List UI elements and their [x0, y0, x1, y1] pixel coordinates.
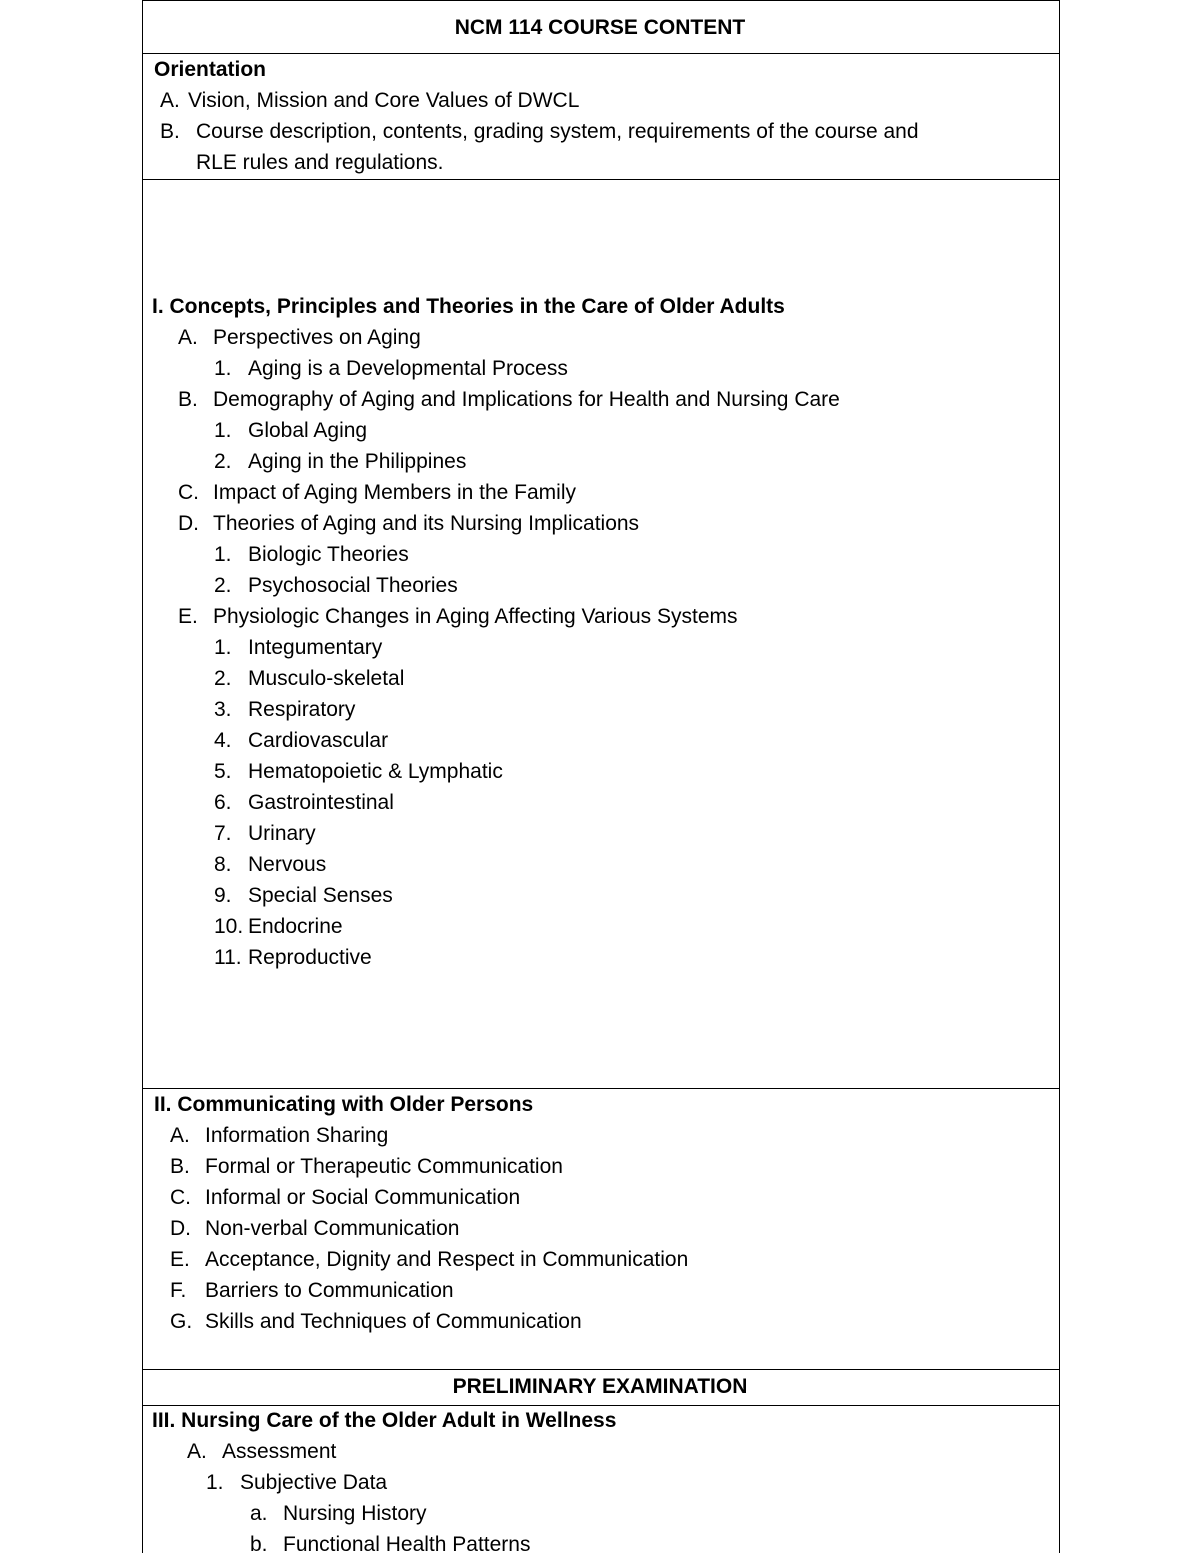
- list-marker: 1.: [214, 543, 232, 566]
- list-marker: 2.: [214, 450, 232, 473]
- list-item: Cardiovascular: [248, 729, 389, 752]
- list-marker: 2.: [214, 574, 232, 597]
- list-marker: 5.: [214, 760, 232, 783]
- list-item: Endocrine: [248, 915, 343, 938]
- list-marker: 10.: [214, 915, 244, 938]
- list-marker: 9.: [214, 884, 232, 907]
- list-item: Reproductive: [248, 946, 372, 969]
- list-marker: 3.: [214, 698, 232, 721]
- list-marker: E.: [170, 1248, 190, 1271]
- list-item: Impact of Aging Members in the Family: [213, 481, 576, 504]
- list-item: Aging in the Philippines: [248, 450, 467, 473]
- list-marker: D.: [170, 1217, 191, 1240]
- list-item: Respiratory: [248, 698, 356, 721]
- list-marker: A.: [160, 89, 180, 112]
- unit3-heading: III. Nursing Care of the Older Adult in Wellness: [152, 1409, 617, 1432]
- list-item: Functional Health Patterns: [283, 1533, 531, 1556]
- list-marker: A.: [170, 1124, 190, 1147]
- list-item: Information Sharing: [205, 1124, 389, 1147]
- list-marker: 2.: [214, 667, 232, 690]
- list-marker: B.: [170, 1155, 190, 1178]
- list-marker: B.: [178, 388, 198, 411]
- document-title: NCM 114 COURSE CONTENT: [454, 16, 746, 39]
- list-marker: 6.: [214, 791, 232, 814]
- list-item: Nursing History: [283, 1502, 427, 1525]
- list-item: Urinary: [248, 822, 316, 845]
- row-divider: [143, 179, 1059, 180]
- list-marker: A.: [178, 326, 198, 349]
- row-divider: [143, 53, 1059, 54]
- list-item-continuation: RLE rules and regulations.: [196, 151, 444, 174]
- list-item: Biologic Theories: [248, 543, 409, 566]
- list-marker: 1.: [214, 357, 232, 380]
- table-border-top: [143, 0, 1059, 1]
- list-item: Aging is a Developmental Process: [248, 357, 568, 380]
- list-marker: D.: [178, 512, 199, 535]
- list-item: Subjective Data: [240, 1471, 388, 1494]
- list-item: Musculo-skeletal: [248, 667, 405, 690]
- list-marker: G.: [170, 1310, 193, 1333]
- list-marker: b.: [250, 1533, 268, 1556]
- list-marker: 11.: [214, 946, 242, 969]
- list-marker: a.: [250, 1502, 268, 1525]
- list-item: Nervous: [248, 853, 327, 876]
- list-item: Gastrointestinal: [248, 791, 394, 814]
- list-item: Hematopoietic & Lymphatic: [248, 760, 503, 783]
- list-item: Integumentary: [248, 636, 383, 659]
- list-item: Course description, contents, grading system, requirements of the course and: [196, 120, 919, 143]
- list-marker: A.: [187, 1440, 207, 1463]
- list-marker: 8.: [214, 853, 232, 876]
- list-item: Global Aging: [248, 419, 368, 442]
- unit2-heading: II. Communicating with Older Persons: [154, 1093, 534, 1116]
- list-item: Vision, Mission and Core Values of DWCL: [188, 89, 580, 112]
- list-item: Informal or Social Communication: [205, 1186, 521, 1209]
- list-marker: C.: [170, 1186, 191, 1209]
- list-item: Psychosocial Theories: [248, 574, 458, 597]
- row-divider: [143, 1369, 1059, 1370]
- list-marker: C.: [178, 481, 199, 504]
- list-marker: B.: [160, 120, 180, 143]
- list-item: Skills and Techniques of Communication: [205, 1310, 582, 1333]
- list-item: Physiologic Changes in Aging Affecting Various Systems: [213, 605, 738, 628]
- list-item: Theories of Aging and its Nursing Implications: [213, 512, 640, 535]
- orientation-heading: Orientation: [154, 58, 267, 81]
- list-marker: 4.: [214, 729, 232, 752]
- list-marker: 1.: [214, 419, 232, 442]
- list-item: Perspectives on Aging: [213, 326, 421, 349]
- list-item: Non-verbal Communication: [205, 1217, 460, 1240]
- list-item: Barriers to Communication: [205, 1279, 454, 1302]
- list-item: Formal or Therapeutic Communication: [205, 1155, 563, 1178]
- list-item: Assessment: [222, 1440, 337, 1463]
- list-marker: E.: [178, 605, 198, 628]
- list-item: Acceptance, Dignity and Respect in Communication: [205, 1248, 689, 1271]
- list-item: Special Senses: [248, 884, 393, 907]
- list-marker: 1.: [214, 636, 232, 659]
- list-marker: 7.: [214, 822, 232, 845]
- list-marker: F.: [170, 1279, 187, 1302]
- list-item: Demography of Aging and Implications for Health and Nursing Care: [213, 388, 840, 411]
- unit1-heading: I. Concepts, Principles and Theories in the Care of Older Adults: [152, 295, 785, 318]
- list-marker: 1.: [206, 1471, 224, 1494]
- prelim-exam-heading: PRELIMINARY EXAMINATION: [452, 1375, 748, 1398]
